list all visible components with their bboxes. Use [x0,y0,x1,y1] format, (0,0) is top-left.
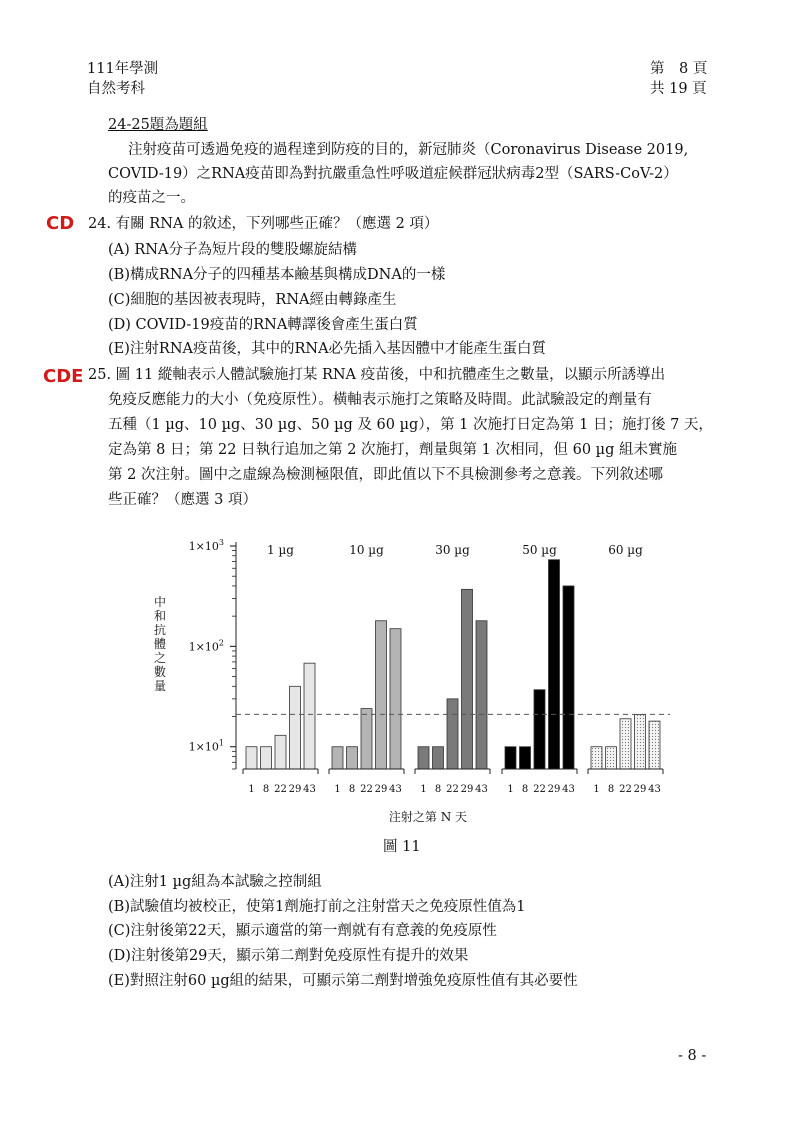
bar [549,560,560,769]
x-tick-label: 8 [521,784,529,795]
q25-option-a: (A)注射1 µg組為本試驗之控制組 [108,874,322,890]
bar [563,586,574,769]
x-tick-label: 29 [288,784,302,795]
intro-line-2: COVID-19）之RNA疫苗即為對抗嚴重急性呼吸道症候群冠狀病毒2型（SARS-CoV-2） [108,166,678,182]
group-label: 30 µg [435,543,470,557]
header-total-pages: 共 19 頁 [650,81,707,97]
bar [246,747,257,769]
bar [534,690,545,769]
bar [261,747,272,769]
x-tick-label: 8 [262,784,270,795]
q25-option-d: (D)注射後第29天，顯示第二劑對免疫原性有提升的效果 [108,948,469,964]
footer-page-number: - 8 - [678,1048,707,1064]
q25-stem-line-4: 定為第 8 日；第 22 日執行追加之第 2 次施打，劑量與第 1 次相同，但 60 µg 組未實施 [108,442,677,458]
q24-answer-mark: CD [46,213,75,234]
bar [418,747,429,769]
bar [275,735,286,769]
x-tick-label: 29 [460,784,474,795]
bar [347,747,358,769]
x-tick-label: 1 [334,784,341,795]
bar [361,709,372,769]
q24-option-c: (C)細胞的基因被表現時，RNA經由轉錄產生 [108,292,397,308]
intro-line-1: 注射疫苗可透過免疫的過程達到防疫的目的，新冠肺炎（Coronavirus Disease 2019, [128,142,689,158]
x-tick-label: 22 [360,784,373,795]
x-tick-label: 8 [607,784,615,795]
q25-option-c: (C)注射後第22天，顯示適當的第一劑就有有意義的免疫原性 [108,923,497,939]
header-exam-title: 111年學測 [87,61,159,77]
x-tick-label: 43 [303,784,316,795]
bar [433,747,444,769]
q25-stem-line-5: 第 2 次注射。圖中之虛線為檢測極限值，即此值以下不具檢測參考之意義。下列敘述哪 [108,467,663,483]
figure-caption: 圖 11 [383,839,421,855]
bar [376,621,387,769]
x-tick-label: 29 [547,784,561,795]
x-tick-label: 43 [389,784,402,795]
x-tick-label: 8 [348,784,356,795]
group-label: 1 µg [267,543,294,557]
bar [332,747,343,769]
bar [606,747,617,769]
bar [520,747,531,769]
q24-stem: 24. 有關 RNA 的敘述，下列哪些正確？（應選 2 項） [88,216,439,232]
q25-option-e: (E)對照注射60 µg組的結果，可顯示第二劑對增強免疫原性值有其必要性 [108,973,578,989]
bar [591,747,602,769]
y-tick-label: $1\times 10^1$ [188,738,224,754]
group-title: 24-25題為題組 [108,117,208,133]
bar [390,629,401,769]
x-tick-label: 43 [562,784,575,795]
y-tick-label: $1\times 10^2$ [188,638,224,654]
x-tick-label: 1 [248,784,255,795]
x-tick-label: 29 [374,784,388,795]
x-tick-label: 29 [633,784,647,795]
x-tick-label: 1 [420,784,427,795]
x-axis-label: 注射之第 N 天 [388,810,468,824]
bar [447,699,458,769]
group-label: 60 µg [608,543,643,557]
bar [304,663,315,769]
q24-option-d: (D) COVID-19疫苗的RNA轉譯後會產生蛋白質 [108,317,418,333]
bar [620,719,631,769]
x-tick-label: 22 [533,784,546,795]
x-tick-label: 1 [507,784,514,795]
x-tick-label: 22 [274,784,287,795]
bar [635,714,646,769]
x-tick-label: 1 [593,784,600,795]
intro-line-3: 的疫苗之一。 [108,190,195,206]
q25-stem-line-3: 五種（1 µg、10 µg、30 µg、50 µg 及 60 µg），第 1 次施打日定為第 1 日；施打後 7 天， [108,417,713,433]
x-tick-label: 22 [446,784,459,795]
header-subject: 自然考科 [87,81,145,97]
group-label: 50 µg [522,543,557,557]
q25-stem-line-1: 25. 圖 11 縱軸表示人體試驗施打某 RNA 疫苗後，中和抗體產生之數量，以顯示所誘導出 [88,367,666,383]
x-tick-label: 8 [434,784,442,795]
q24-option-a: (A) RNA分子為短片段的雙股螺旋結構 [108,242,357,258]
q25-stem-line-2: 免疫反應能力的大小（免疫原性）。橫軸表示施打之策略及時間。此試驗設定的劑量有 [108,392,652,408]
bar [649,721,660,769]
header-page-number: 第 8 頁 [650,61,708,77]
q25-option-b: (B)試驗值均被校正，使第1劑施打前之注射當天之免疫原性值為1 [108,899,526,915]
bar [290,686,301,769]
bar [462,589,473,769]
x-tick-label: 43 [475,784,488,795]
x-tick-label: 43 [648,784,661,795]
y-tick-label: $1\times 10^3$ [188,538,224,553]
group-label: 10 µg [349,543,384,557]
y-axis-label: 中和抗體之數量 [153,595,167,693]
q24-option-e: (E)注射RNA疫苗後，其中的RNA必先插入基因體中才能產生蛋白質 [108,341,547,357]
q24-option-b: (B)構成RNA分子的四種基本鹼基與構成DNA的一樣 [108,267,446,283]
x-tick-label: 22 [619,784,632,795]
q25-stem-line-6: 些正確？（應選 3 項） [108,492,257,508]
bar [476,621,487,769]
q25-answer-mark: CDE [43,366,84,387]
bar [505,747,516,769]
